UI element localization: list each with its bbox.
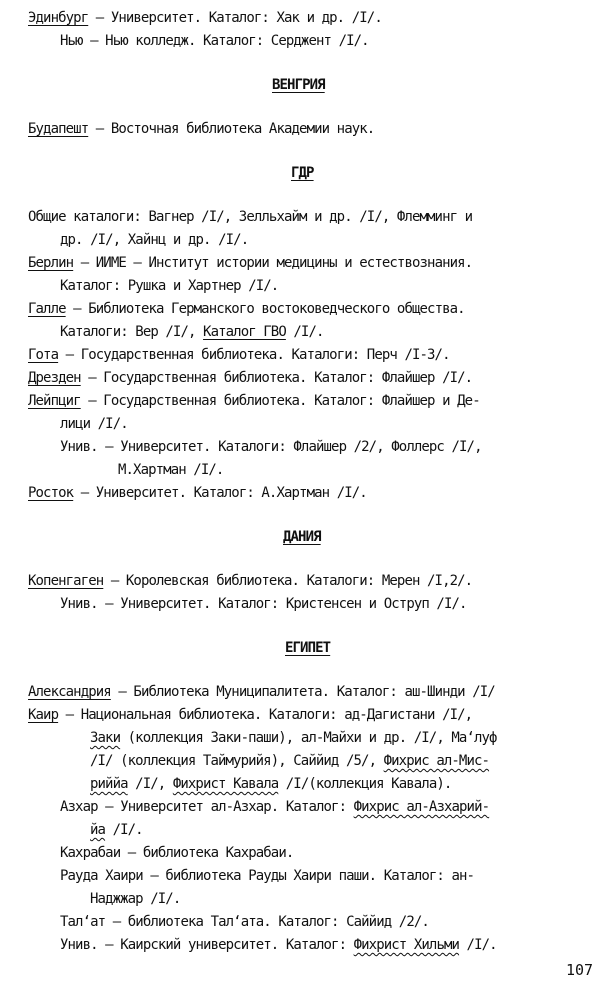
entry-berlin-line2: Каталог: Рушка и Хартнер /I/. [60,278,279,294]
entry-text: – Государственная библиотека. Каталоги: Перч /I-3/. [58,347,450,363]
catalog-text: /I/(коллекция Кавала). [278,776,452,792]
entry-text: – Университет. Каталог: А.Хартман /I/. [73,485,367,501]
catalog-text: /I/, [127,776,173,792]
catalog-title: риййа [90,776,128,792]
entry-text: – Библиотека Германского востоковедческого общества. [65,301,465,317]
entry-gdr-general-line1: Общие каталоги: Вагнер /I/, Зелльхайм и др. /I/, Флемминг и [28,209,473,225]
entry-copenhagen [28,571,472,591]
entry-text: – Библиотека Муниципалитета. Каталог: аш-Шинди /I/ [110,684,495,700]
entry-kahrabai: Кахрабаи – библиотека Кахрабаи. [60,845,294,861]
section-heading-gdr: ГДР [291,165,314,181]
catalog-text: (коллекция Заки-паши), ал-Майхи и др. /I/, Ма‘луф [120,730,497,746]
entry-rauda-line2: Наджжар /I/. [90,891,181,907]
catalog-text: /I/. [105,822,143,838]
catalog-title: йа [90,822,106,838]
catalog-title: Фихрис ал-Мис- [383,753,490,769]
entry-rauda-line1: Рауда Хаири – библиотека Рауды Хаири паши. Каталог: ан- [60,868,475,884]
entry-halle-line2 [60,322,324,342]
entry-copenhagen-univ: Унив. – Университет. Каталог: Кристенсен и Оструп /I/. [60,596,467,612]
entry-talat: Тал‘ат – библиотека Тал‘ата. Каталог: Саййид /2/. [60,914,429,930]
catalog-text: /I/. [459,937,497,953]
city-name: Лейпциг [28,393,81,409]
entry-azhar-line2 [90,820,143,840]
entry-dresden [28,368,472,388]
city-name: Галле [28,301,66,317]
entry-berlin [28,253,472,273]
city-name: Росток [28,485,74,501]
entry-leipzig [28,391,480,411]
entry-cairo-univ [60,935,497,955]
city-name: Александрия [28,684,111,700]
entry-leipzig-univ-line2: М.Хартман /I/. [118,462,224,478]
entry-alexandria [28,682,495,702]
entry-text: – Университет. Каталог: Хак и др. /I/. [88,10,382,26]
entry-cairo-line3 [90,751,489,771]
entry-text: – Королевская библиотека. Каталоги: Мерен /I,2/. [103,573,473,589]
entry-gotha [28,345,450,365]
city-name: Копенгаген [28,573,104,589]
entry-rostock [28,483,367,503]
catalog-title: Фихрист Кавала [172,776,279,792]
catalog-text: /I/ (коллекция Таймурийя), Саййид /5/, [90,753,384,769]
entry-text: – Государственная библиотека. Каталог: Флайшер /I/. [80,370,473,386]
city-name: Каир [28,707,59,723]
entry-cairo [28,705,472,725]
catalog-text: /I/. [285,324,324,340]
catalog-title: Фихрис ал-Азхарий- [353,799,490,815]
entry-text: – Восточная библиотека Академии наук. [88,121,375,137]
entry-halle [28,299,465,319]
city-name: Будапешт [28,121,89,137]
city-name: Гота [28,347,59,363]
entry-text: – Национальная библиотека. Каталоги: ад-Дагистани /I/, [58,707,473,723]
city-name: Эдинбург [28,10,89,26]
entry-leipzig-univ-line1: Унив. – Университет. Каталоги: Флайшер /2/, Фоллерс /I/, [60,439,482,455]
entry-text: Азхар – Университет ал-Азхар. Каталог: [60,799,354,815]
catalog-title: Заки [90,730,121,746]
section-heading-hungary: ВЕНГРИЯ [272,77,325,93]
city-name: Дрезден [28,370,81,386]
entry-text: – ИИМЕ – Институт истории медицины и естествознания. [73,255,473,271]
entry-text: Унив. – Каирский университет. Каталог: [60,937,354,953]
entry-leipzig-line2: лици /I/. [60,416,128,432]
entry-gdr-general-line2: др. /I/, Хайнц и др. /I/. [60,232,249,248]
section-heading-denmark: ДАНИЯ [283,529,321,545]
page-number: 107 [566,961,594,979]
catalog-text: Каталоги: Вер /I/, [60,324,204,340]
catalog-title: Фихрист Хильми [353,937,460,953]
city-name: Берлин [28,255,74,271]
entry-cairo-line2 [90,728,497,748]
entry-edinburgh-new-college: Нью – Нью колледж. Каталог: Серджент /I/. [60,33,369,49]
section-heading-egypt: ЕГИПЕТ [285,640,331,656]
entry-azhar [60,797,489,817]
entry-budapest [28,119,374,139]
entry-text: – Государственная библиотека. Каталог: Флайшер и Де- [80,393,480,409]
entry-cairo-line4 [90,774,451,794]
catalog-title: Каталог ГВО [203,324,286,340]
entry-edinburgh [28,8,382,28]
